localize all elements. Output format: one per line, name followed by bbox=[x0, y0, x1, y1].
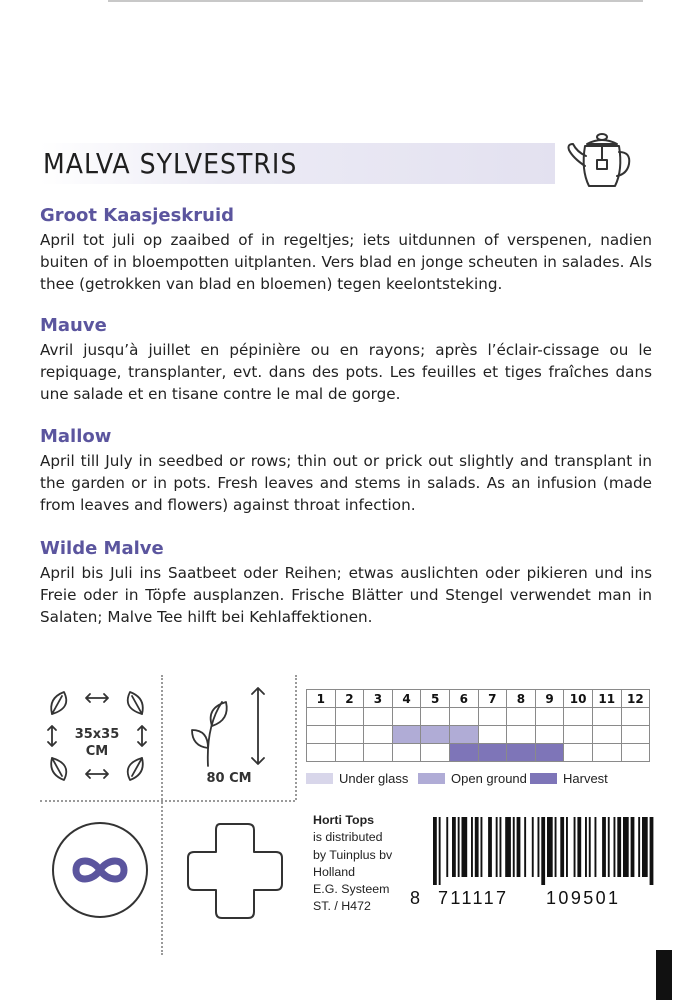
barcode-bar bbox=[541, 817, 545, 885]
calendar-cell bbox=[335, 744, 364, 762]
barcode-bar bbox=[458, 817, 460, 877]
barcode-bar bbox=[524, 817, 526, 877]
barcode-bar bbox=[595, 817, 597, 877]
calendar-month-2: 2 bbox=[335, 690, 364, 708]
barcode-bar bbox=[471, 817, 473, 877]
barcode-digits-right: 109501 bbox=[546, 888, 621, 908]
barcode-bar bbox=[488, 817, 492, 877]
calendar-cell bbox=[592, 726, 621, 744]
calendar-cell bbox=[564, 708, 593, 726]
barcode-bar bbox=[574, 817, 576, 877]
calendar-cell bbox=[564, 744, 593, 762]
calendar-month-6: 6 bbox=[449, 690, 478, 708]
spacing-label: 35x35 CM bbox=[74, 727, 120, 759]
legend-swatch bbox=[418, 773, 445, 784]
calendar-row-open-ground bbox=[307, 726, 650, 744]
barcode-bar bbox=[560, 817, 564, 877]
calendar-cell bbox=[392, 726, 421, 744]
section-heading: Wilde Malve bbox=[40, 538, 164, 559]
barcode-bar bbox=[602, 817, 606, 877]
page-title: MALVA SYLVESTRIS bbox=[43, 147, 298, 180]
calendar-month-3: 3 bbox=[364, 690, 393, 708]
calendar-cell bbox=[307, 708, 336, 726]
calendar-cell bbox=[564, 726, 593, 744]
calendar-row-under-glass bbox=[307, 708, 650, 726]
barcode-bar bbox=[566, 817, 568, 877]
calendar-cell bbox=[392, 744, 421, 762]
calendar-month-8: 8 bbox=[507, 690, 536, 708]
calendar-cell bbox=[535, 744, 564, 762]
calendar-cell bbox=[592, 744, 621, 762]
legend-harvest: Harvest bbox=[530, 770, 608, 786]
cross-icon bbox=[182, 818, 288, 924]
barcode-bar bbox=[446, 817, 448, 877]
calendar-cell bbox=[592, 708, 621, 726]
calendar-month-9: 9 bbox=[535, 690, 564, 708]
barcode-bar bbox=[475, 817, 479, 877]
barcode-bar bbox=[439, 817, 441, 885]
calendar-cell bbox=[535, 726, 564, 744]
barcode-bar bbox=[577, 817, 581, 877]
calendar-cell bbox=[621, 726, 650, 744]
calendar-cell bbox=[449, 726, 478, 744]
legend-swatch bbox=[306, 773, 333, 784]
section-text: April bis Juli ins Saatbeet oder Reihen; etwas auslichten oder pikieren und ins Freie oder in Töpfe ausplanzen. Frische Blätter und Stengel verwendet man in Salaten; Malve Tee hilft bei Kehlaffektionen. bbox=[40, 564, 652, 626]
section-text: Avril jusqu’à juillet en pépinière ou en rayons; après l’éclair-cissage ou le repiquage, transplanter, evt. dans des pots. Les feuilles et tiges fraîches dans une salade et en tisane contre le mal de gorge. bbox=[40, 341, 652, 403]
legend-swatch bbox=[530, 773, 557, 784]
section-heading: Mallow bbox=[40, 426, 112, 447]
section-text: April till July in seedbed or rows; thin out or prick out slightly and transplant in the garden or in pots. Fresh leaves and stems in salads. As an infusion (made from leaves and flowers) against throat infection. bbox=[40, 452, 652, 514]
calendar-cell bbox=[449, 744, 478, 762]
section-dutch bbox=[40, 205, 652, 295]
barcode-bar bbox=[513, 817, 515, 877]
calendar-month-11: 11 bbox=[592, 690, 621, 708]
calendar-month-10: 10 bbox=[564, 690, 593, 708]
calendar-cell bbox=[535, 708, 564, 726]
divider-vertical bbox=[295, 675, 297, 800]
barcode-digits-left: 711117 bbox=[438, 888, 509, 908]
calendar-month-4: 4 bbox=[392, 690, 421, 708]
barcode-first-digit: 8 bbox=[410, 888, 421, 908]
section-english bbox=[40, 426, 652, 516]
barcode-bar bbox=[589, 817, 591, 877]
barcode-bar bbox=[555, 817, 557, 877]
calendar-cell bbox=[421, 708, 450, 726]
distributor-info: Horti Tops is distributed by Tuinplus bv Holland E.G. Systeem ST. / H472 bbox=[313, 813, 393, 914]
barcode-bar bbox=[481, 817, 483, 877]
barcode-bar bbox=[608, 817, 610, 877]
section-heading: Mauve bbox=[40, 315, 107, 336]
calendar-month-12: 12 bbox=[621, 690, 650, 708]
barcode-bar bbox=[532, 817, 534, 877]
barcode bbox=[433, 817, 655, 885]
section-text: April tot juli op zaaibed of in regeltjes; iets uitdunnen of verspenen, nadien buiten of in bloempotten uitplanten. Vers blad en jonge scheuten in salades. Als thee (getrokken van blad en bloemen) tegen keelontsteking. bbox=[40, 231, 652, 293]
calendar-cell bbox=[364, 708, 393, 726]
barcode-bar bbox=[631, 817, 635, 877]
barcode-bar bbox=[642, 817, 648, 877]
top-divider bbox=[108, 0, 643, 2]
calendar-cell bbox=[621, 744, 650, 762]
infinity-icon bbox=[48, 818, 152, 922]
calendar-cell bbox=[335, 708, 364, 726]
calendar-cell bbox=[478, 744, 507, 762]
section-german bbox=[40, 538, 652, 628]
calendar-cell bbox=[392, 708, 421, 726]
barcode-bar bbox=[433, 817, 437, 885]
calendar-cell bbox=[507, 744, 536, 762]
edge-mark bbox=[656, 950, 672, 1000]
barcode-bar bbox=[638, 817, 640, 877]
section-heading: Groot Kaasjeskruid bbox=[40, 205, 235, 226]
calendar-cell bbox=[507, 726, 536, 744]
legend-under-glass: Under glass bbox=[306, 770, 408, 786]
barcode-bar bbox=[517, 817, 521, 877]
calendar-month-7: 7 bbox=[478, 690, 507, 708]
calendar-month-1: 1 bbox=[307, 690, 336, 708]
barcode-bar bbox=[505, 817, 511, 877]
height-label: 80 CM bbox=[206, 771, 252, 786]
section-french bbox=[40, 315, 652, 405]
barcode-bar bbox=[500, 817, 502, 877]
barcode-bar bbox=[462, 817, 468, 877]
calendar-cell bbox=[421, 744, 450, 762]
barcode-bar bbox=[538, 817, 540, 877]
calendar-cell bbox=[478, 726, 507, 744]
barcode-bar bbox=[623, 817, 629, 877]
divider-horizontal bbox=[40, 800, 295, 802]
calendar-cell bbox=[621, 708, 650, 726]
calendar-cell bbox=[307, 726, 336, 744]
calendar-cell bbox=[507, 708, 536, 726]
barcode-bar bbox=[617, 817, 621, 877]
barcode-bar bbox=[496, 817, 498, 877]
barcode-bar bbox=[585, 817, 587, 877]
calendar-month-5: 5 bbox=[421, 690, 450, 708]
calendar-cell bbox=[335, 726, 364, 744]
legend-open-ground: Open ground bbox=[418, 770, 527, 786]
calendar-row-harvest bbox=[307, 744, 650, 762]
teapot-icon bbox=[565, 130, 633, 192]
sowing-calendar bbox=[306, 689, 650, 762]
calendar-cell bbox=[449, 708, 478, 726]
calendar-cell bbox=[364, 726, 393, 744]
divider-vertical bbox=[161, 675, 163, 955]
brand-name: Horti Tops bbox=[313, 813, 375, 827]
calendar-cell bbox=[364, 744, 393, 762]
barcode-bar bbox=[614, 817, 616, 877]
calendar-cell bbox=[307, 744, 336, 762]
barcode-bar bbox=[547, 817, 553, 877]
calendar-cell bbox=[421, 726, 450, 744]
barcode-bar bbox=[650, 817, 654, 885]
barcode-bar bbox=[452, 817, 456, 877]
calendar-cell bbox=[478, 708, 507, 726]
plant-height-icon bbox=[186, 686, 278, 768]
